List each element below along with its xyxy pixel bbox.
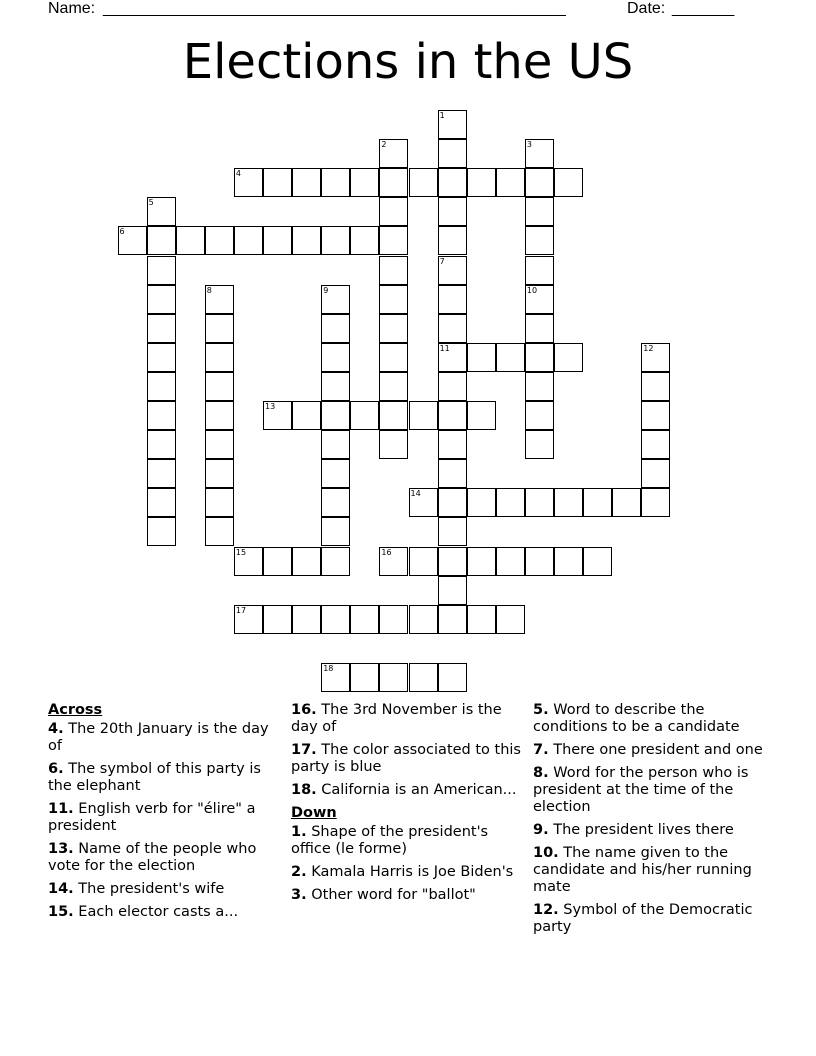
clue-14: 14. The president's wife <box>48 881 225 897</box>
grid-cell[interactable] <box>641 430 670 459</box>
grid-cell[interactable] <box>205 517 234 546</box>
clue-15: 15. Each elector casts a... <box>48 904 239 920</box>
grid-cell[interactable] <box>147 488 176 517</box>
clue-number-13: 13 <box>265 402 276 411</box>
grid-cell[interactable] <box>409 168 438 197</box>
grid-cell[interactable] <box>438 547 467 576</box>
grid-cell[interactable] <box>205 459 234 488</box>
grid-cell[interactable] <box>467 488 496 517</box>
name-field[interactable]: ____________________________________________________ <box>103 0 566 17</box>
grid-cell[interactable] <box>525 547 554 576</box>
clues-column-2 <box>291 702 521 910</box>
grid-cell[interactable] <box>409 605 438 634</box>
grid-cell[interactable] <box>409 401 438 430</box>
grid-cell[interactable] <box>205 401 234 430</box>
page-title: Elections in the US <box>182 34 634 90</box>
grid-cell[interactable] <box>379 285 408 314</box>
grid-cell[interactable] <box>438 663 467 692</box>
clue-number-5: 5 <box>148 198 154 208</box>
grid-cell[interactable] <box>292 401 321 430</box>
clues-column-3 <box>533 702 773 942</box>
grid-cell[interactable] <box>147 459 176 488</box>
grid-cell[interactable] <box>321 314 350 343</box>
grid-cell[interactable] <box>350 605 379 634</box>
clue-5: 5. Word to describe the conditions to be a candidate <box>533 702 740 735</box>
clue-number-15: 15 <box>235 547 247 557</box>
grid-cell[interactable] <box>350 663 379 692</box>
grid-cell[interactable] <box>147 372 176 401</box>
grid-cell[interactable] <box>379 197 408 226</box>
grid-cell[interactable] <box>147 430 176 459</box>
down-heading: Down <box>291 805 337 821</box>
grid-cell[interactable] <box>467 401 496 430</box>
grid-cell[interactable] <box>321 226 350 255</box>
grid-cell[interactable] <box>350 168 379 197</box>
clue-16: 16. The 3rd November is the day of <box>291 702 502 735</box>
clue-number-6: 6 <box>119 227 125 237</box>
grid-cell[interactable] <box>525 488 554 517</box>
name-label: Name: <box>48 0 96 17</box>
grid-cell[interactable] <box>525 314 554 343</box>
grid-cell[interactable] <box>496 343 525 372</box>
grid-cell[interactable] <box>554 547 583 576</box>
clue-number-14: 14 <box>410 489 421 499</box>
grid-cell[interactable] <box>438 372 467 401</box>
date-label: Date: <box>627 0 666 17</box>
grid-cell[interactable] <box>438 488 467 517</box>
grid-cell[interactable] <box>554 343 583 372</box>
clue-1: 1. Shape of the president's office (le forme) <box>291 824 489 857</box>
grid-cell[interactable] <box>438 226 467 255</box>
grid-cell[interactable] <box>205 314 234 343</box>
grid-cell[interactable] <box>321 430 350 459</box>
date-field[interactable]: _______ <box>672 0 735 17</box>
clue-7: 7. There one president and one <box>533 742 763 758</box>
grid-cell[interactable] <box>321 517 350 546</box>
grid-cell[interactable] <box>467 605 496 634</box>
grid-cell[interactable] <box>350 226 379 255</box>
grid-cell[interactable] <box>438 430 467 459</box>
clue-number-9: 9 <box>323 285 329 295</box>
grid-cell[interactable] <box>147 285 176 314</box>
grid-cell[interactable] <box>292 226 321 255</box>
grid-cell[interactable] <box>263 226 292 255</box>
grid-cell[interactable] <box>409 663 438 692</box>
grid-cell[interactable] <box>496 488 525 517</box>
clue-18: 18. California is an American... <box>291 782 517 798</box>
grid-cell[interactable] <box>379 663 408 692</box>
clue-3: 3. Other word for "ballot" <box>291 887 476 903</box>
grid-cell[interactable] <box>379 372 408 401</box>
grid-cell[interactable] <box>321 168 350 197</box>
grid-cell[interactable] <box>379 605 408 634</box>
grid-cell[interactable] <box>205 226 234 255</box>
grid-cell[interactable] <box>147 343 176 372</box>
grid-cell[interactable] <box>292 168 321 197</box>
clue-6: 6. The symbol of this party is the elephant <box>48 761 261 794</box>
grid-cell[interactable] <box>147 226 176 255</box>
grid-cell[interactable] <box>321 372 350 401</box>
clue-9: 9. The president lives there <box>533 822 734 838</box>
clue-17: 17. The color associated to this party is blue <box>291 742 521 775</box>
grid-cell[interactable] <box>496 605 525 634</box>
clue-number-8: 8 <box>206 285 212 295</box>
grid-cell[interactable] <box>321 488 350 517</box>
across-heading: Across <box>48 702 103 718</box>
grid-cell[interactable] <box>379 256 408 285</box>
clue-13: 13. Name of the people who vote for the election <box>48 841 257 874</box>
grid-cell[interactable] <box>147 256 176 285</box>
grid-cell[interactable] <box>263 547 292 576</box>
grid-cell[interactable] <box>554 488 583 517</box>
grid-cell[interactable] <box>641 372 670 401</box>
grid-cell[interactable] <box>525 226 554 255</box>
grid-cell[interactable] <box>321 459 350 488</box>
clue-number-7: 7 <box>439 256 445 266</box>
grid-cell[interactable] <box>525 401 554 430</box>
grid-cell[interactable] <box>438 576 467 605</box>
grid-cell[interactable] <box>525 430 554 459</box>
clue-number-16: 16 <box>381 547 392 557</box>
grid-cell[interactable] <box>438 605 467 634</box>
grid-cell[interactable] <box>205 343 234 372</box>
clue-2: 2. Kamala Harris is Joe Biden's <box>291 864 514 880</box>
grid-cell[interactable] <box>379 168 408 197</box>
grid-cell[interactable] <box>205 372 234 401</box>
clue-number-18: 18 <box>323 663 334 673</box>
grid-cell[interactable] <box>379 314 408 343</box>
grid-cell[interactable] <box>525 197 554 226</box>
grid-cell[interactable] <box>438 459 467 488</box>
grid-cell[interactable] <box>234 226 263 255</box>
grid-cell[interactable] <box>583 547 612 576</box>
grid-cell[interactable] <box>147 517 176 546</box>
grid-cell[interactable] <box>321 605 350 634</box>
grid-cell[interactable] <box>409 547 438 576</box>
clue-10: 10. The name given to the candidate and his/her running mate <box>533 845 752 895</box>
grid-cell[interactable] <box>641 459 670 488</box>
clue-number-10: 10 <box>526 285 538 295</box>
grid-cell[interactable] <box>379 430 408 459</box>
grid-cell[interactable] <box>496 168 525 197</box>
clues-column-1 <box>48 702 280 927</box>
grid-cell[interactable] <box>612 488 641 517</box>
grid-cell[interactable] <box>263 605 292 634</box>
grid-cell[interactable] <box>583 488 612 517</box>
grid-cell[interactable] <box>263 168 292 197</box>
worksheet-header <box>0 0 816 22</box>
grid-cell[interactable] <box>525 343 554 372</box>
grid-cell[interactable] <box>292 547 321 576</box>
grid-cell[interactable] <box>438 285 467 314</box>
clue-12: 12. Symbol of the Democratic party <box>533 902 753 935</box>
grid-cell[interactable] <box>379 401 408 430</box>
grid-cell[interactable] <box>321 401 350 430</box>
grid-cell[interactable] <box>379 343 408 372</box>
clue-number-12: 12 <box>643 343 654 353</box>
grid-cell[interactable] <box>641 488 670 517</box>
grid-cell[interactable] <box>467 343 496 372</box>
grid-cell[interactable] <box>467 547 496 576</box>
clue-8: 8. Word for the person who is president at the time of the election <box>533 765 749 815</box>
grid-cell[interactable] <box>438 197 467 226</box>
clue-11: 11. English verb for "élire" a president <box>48 801 256 834</box>
clue-number-1: 1 <box>439 111 445 120</box>
grid-cell[interactable] <box>438 401 467 430</box>
grid-cell[interactable] <box>379 226 408 255</box>
grid-cell[interactable] <box>438 517 467 546</box>
grid-cell[interactable] <box>205 430 234 459</box>
grid-cell[interactable] <box>292 605 321 634</box>
grid-cell[interactable] <box>438 314 467 343</box>
grid-cell[interactable] <box>321 343 350 372</box>
grid-cell[interactable] <box>176 226 205 255</box>
grid-cell[interactable] <box>147 401 176 430</box>
grid-cell[interactable] <box>438 168 467 197</box>
grid-cell[interactable] <box>438 139 467 168</box>
grid-cell[interactable] <box>525 168 554 197</box>
clue-number-11: 11 <box>439 343 450 353</box>
clue-4: 4. The 20th January is the day of <box>48 721 269 754</box>
grid-cell[interactable] <box>641 401 670 430</box>
grid-cell[interactable] <box>467 168 496 197</box>
grid-cell[interactable] <box>321 547 350 576</box>
grid-cell[interactable] <box>496 547 525 576</box>
grid-cell[interactable] <box>147 314 176 343</box>
grid-cell[interactable] <box>350 401 379 430</box>
clue-number-2: 2 <box>381 140 387 150</box>
clue-number-3: 3 <box>526 140 532 150</box>
grid-cell[interactable] <box>205 488 234 517</box>
grid-cell[interactable] <box>525 372 554 401</box>
clue-number-4: 4 <box>235 169 241 179</box>
clue-number-17: 17 <box>235 605 247 615</box>
grid-cell[interactable] <box>525 256 554 285</box>
grid-cell[interactable] <box>554 168 583 197</box>
